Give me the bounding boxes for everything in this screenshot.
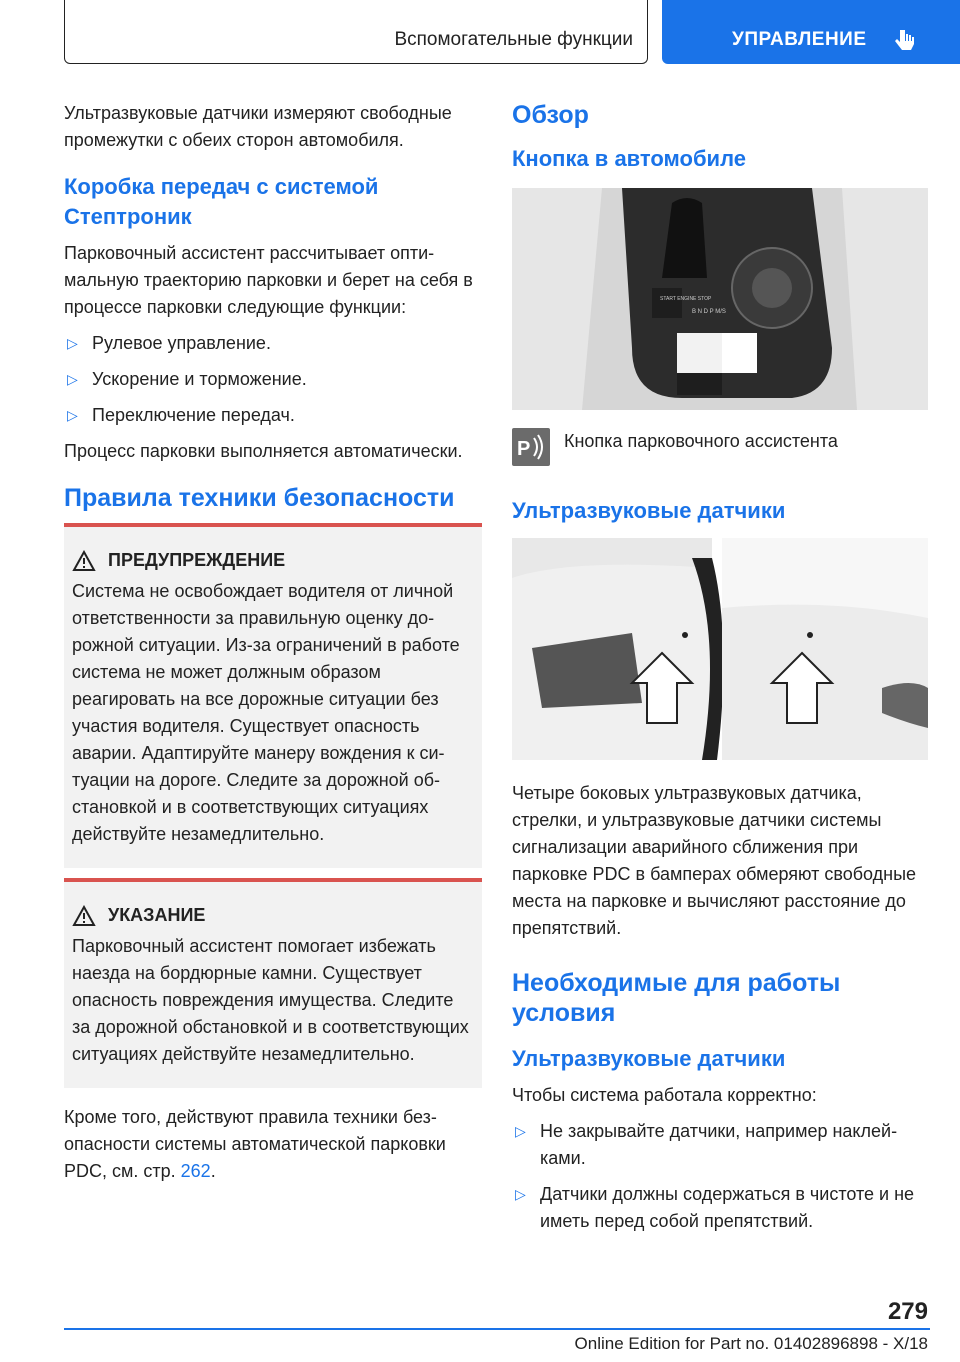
list-item: ▷ Датчики должны содержаться в чистоте и не иметь перед собой препятствий. [512,1181,930,1235]
console-image [512,188,928,410]
heading-sensors: Ультразвуковые датчики [512,498,786,523]
warning-triangle-icon [72,550,96,572]
warning-text: Система не освобождает водителя от личной ответственности за правильную оценку дорожной ситуации. Из-за ограничений в работе система не может должным образом реагировать на все дорожные ситуации без участия водителя. Существует опасность аварии. Адаптируйте манеру вождения к ситуации на дороге. Следите за дорожной обстановкой и в соответствующих ситуациях действуйте незамедлительно. [72,581,460,844]
start-stop-label: START ENGINE STOP [660,296,712,302]
list-item: ▷ Не закрывайте датчики, например наклейками. [512,1118,930,1172]
list-item: ▷ Переключение передач. [64,402,482,429]
heading-button: Кнопка в автомобиле [512,146,746,171]
intro-text: Ультразвуковые датчики измеряют свободные промежутки с обеих сторон автомобиля. [64,103,452,150]
section-title: Вспомогательные функции [394,29,633,50]
button-caption-text: Кнопка парковочного ассистента [564,431,838,451]
notice-title: УКАЗАНИЕ [108,905,206,925]
warning-box [64,527,482,868]
chapter-title: УПРАВЛЕНИЕ [732,29,867,50]
gearbox-text: Парковочный ассистент рассчитывает оптимальную траекторию парковки и берет на себя в процессе парковки следующие функции: [64,243,473,317]
left-column [64,100,482,1194]
warning-title: ПРЕДУПРЕЖДЕНИЕ [108,550,286,570]
list-item: ▷ Рулевое управление. [64,330,482,357]
notice-box [64,882,482,1088]
auto-text: Процесс парковки выполняется автоматически. [64,441,463,461]
hand-pointer-icon [894,28,916,54]
svg-text:P: P [517,438,531,460]
chapter-tab[interactable] [662,0,960,64]
notice-text: Парковочный ассистент помогает избежать наезда на бордюрные камни. Существует опасность повреждения имущества. Следите за дорожной обстановкой и в соответствующих ситуациях действуйте незамедлительно. [72,936,469,1064]
more-text: Кроме того, действуют правила техники безопасности системы автоматической парковки PDC, см. стр. 262. [64,1107,446,1181]
bumper-sensors-image [512,538,928,760]
list-item: ▷ Ускорение и торможение. [64,366,482,393]
right-column [512,100,930,1244]
heading-safety: Правила техники безопасности [64,484,455,512]
section-header [64,0,648,64]
page-link[interactable]: 262 [180,1161,211,1181]
requirements-text: Чтобы система работала корректно: [512,1085,817,1105]
heading-gearbox: Коробка передач с системой Стептроник [64,174,379,229]
heading-requirements: Необходимые для работы условия [512,969,841,1027]
heading-overview: Обзор [512,101,589,129]
warning-triangle-icon [72,905,96,927]
heading-sensors-2: Ультразвуковые датчики [512,1046,786,1071]
gear-label: B N D P M/S [692,309,726,315]
button-caption [512,428,930,466]
parking-assistant-icon [512,428,550,466]
sensors-text: Четыре боковых ультразвуковых датчика, стрелки, и ультразвуковые датчики системы сигнализации аварийного сближения при парковке PDC в бамперах обмеряют свободные места на парковке и вычисляют расстояние до препятствий. [512,783,917,938]
footer-edition: Online Edition for Part no. 01402896898 - X/18 [574,1334,928,1353]
footer-rule [64,1328,930,1330]
page-number: 279 [887,1298,928,1325]
